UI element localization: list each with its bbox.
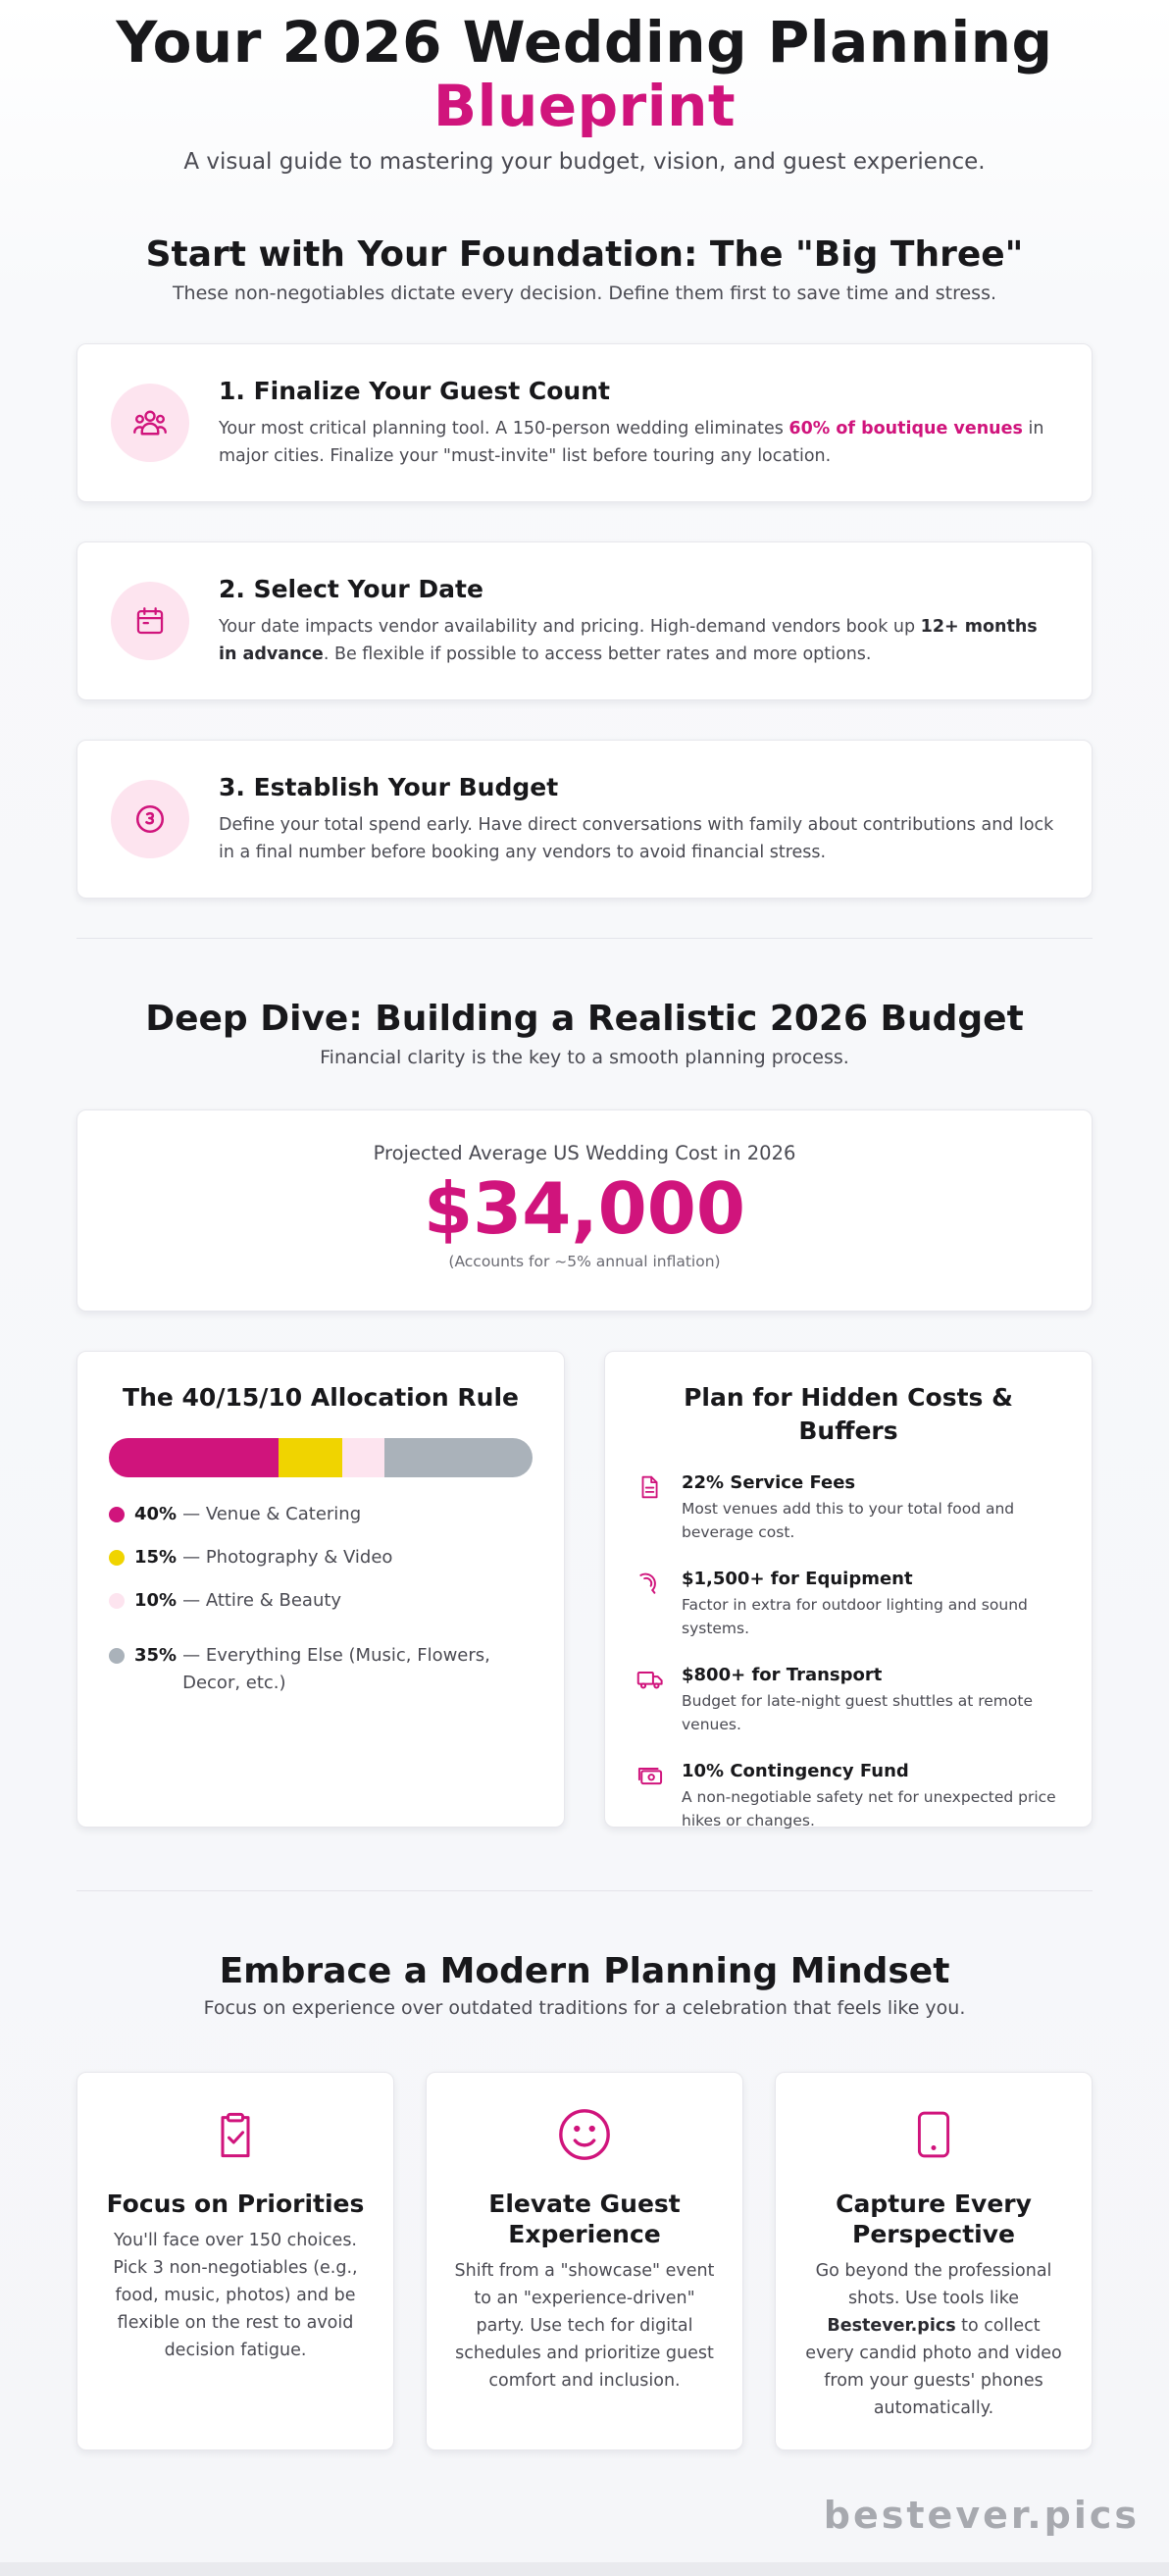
hero xyxy=(76,0,1093,175)
perspective-text: Go beyond the professional shots. Use tools like Bestever.pics to collect every candid photo and video from your guests' phones automatically. xyxy=(805,2261,1062,2418)
date-text: Your date impacts vendor availability and pricing. High-demand vendors book up 12+ months in advance. Be flexible if possible to access better rates and more options. xyxy=(219,617,1038,664)
plug-icon xyxy=(636,1570,664,1597)
coin-icon xyxy=(111,780,189,858)
legend-label: — Photography & Video xyxy=(182,1547,393,1568)
perspective-title: Capture Every Perspective xyxy=(836,2190,1032,2248)
mindset-subheading: Focus on experience over outdated traditions for a celebration that feels like you. xyxy=(203,1997,966,2019)
hidden-cost-title: 22% Service Fees xyxy=(682,1472,856,1493)
hidden-cost-item xyxy=(636,1664,1060,1736)
legend-item xyxy=(109,1587,533,1615)
page-title-accent: Blueprint xyxy=(432,73,737,139)
cost-label: Projected Average US Wedding Cost in 2026 xyxy=(373,1142,796,1164)
allocation-segment xyxy=(279,1438,342,1477)
calendar-icon xyxy=(111,582,189,660)
page-title xyxy=(76,10,1093,137)
foundation-section xyxy=(76,233,1093,899)
legend-percent: 15% xyxy=(134,1547,178,1568)
legend-dot xyxy=(109,1593,125,1609)
legend-percent: 40% xyxy=(134,1504,178,1524)
section-divider xyxy=(76,938,1093,939)
mindset-cards xyxy=(76,2072,1093,2450)
cash-icon xyxy=(636,1762,664,1789)
allocation-segment xyxy=(109,1438,279,1477)
budget-heading: Deep Dive: Building a Realistic 2026 Budget xyxy=(145,999,1024,1039)
hidden-cost-text: Most venues add this to your total food and beverage cost. xyxy=(682,1500,1015,1541)
legend-dot xyxy=(109,1648,125,1664)
allocation-segment xyxy=(342,1438,384,1477)
legend-label: — Everything Else (Music, Flowers, Decor, etc.) xyxy=(182,1645,490,1693)
hidden-cost-item xyxy=(636,1760,1060,1832)
mindset-heading: Embrace a Modern Planning Mindset xyxy=(219,1951,950,1991)
phone-icon xyxy=(801,2104,1066,2165)
hidden-costs-title: Plan for Hidden Costs & Buffers xyxy=(684,1383,1013,1445)
legend-label: — Venue & Catering xyxy=(182,1504,362,1524)
legend-dot xyxy=(109,1507,125,1522)
priorities-text: You'll face over 150 choices. Pick 3 non-negotiables (e.g., food, music, photos) and be flexible on the rest to avoid decision fatigue. xyxy=(113,2231,358,2360)
budget-text: Define your total spend early. Have direct conversations with family about contributions and lock in a final number before booking any vendors to avoid financial stress. xyxy=(219,815,1054,862)
cost-value: $34,000 xyxy=(424,1167,745,1250)
legend-dot xyxy=(109,1550,125,1566)
hidden-cost-title: $1,500+ for Equipment xyxy=(682,1569,913,1589)
clipboard-check-icon xyxy=(103,2104,368,2165)
hidden-cost-text: Factor in extra for outdoor lighting and sound systems. xyxy=(682,1596,1028,1637)
guest-count-highlight: 60% of boutique venues xyxy=(788,419,1023,438)
page-title-main: Your 2026 Wedding Planning xyxy=(116,9,1053,76)
guest-experience-text: Shift from a "showcase" event to an "experience-driven" party. Use tech for digital schedules and prioritize guest comfort and inclusion. xyxy=(454,2261,715,2391)
page-container xyxy=(76,0,1093,2450)
foundation-cards xyxy=(76,343,1093,899)
legend-label: — Attire & Beauty xyxy=(182,1590,342,1611)
allocation-legend xyxy=(109,1501,533,1697)
hidden-cost-text: A non-negotiable safety net for unexpected price hikes or changes. xyxy=(682,1788,1056,1829)
budget-section xyxy=(76,998,1093,1828)
hidden-costs-list xyxy=(636,1471,1060,1832)
date-highlight: 12+ months in advance xyxy=(219,617,1038,664)
allocation-title: The 40/15/10 Allocation Rule xyxy=(123,1383,519,1412)
guest-count-text: Your most critical planning tool. A 150-person wedding eliminates 60% of boutique venues in major cities. Finalize your "must-invite" list before touring any location. xyxy=(219,419,1044,466)
document-icon xyxy=(636,1473,664,1501)
guest-experience-card xyxy=(426,2072,743,2450)
allocation-segment xyxy=(384,1438,533,1477)
hidden-cost-title: $800+ for Transport xyxy=(682,1665,883,1685)
guest-count-title: 1. Finalize Your Guest Count xyxy=(219,377,610,405)
hidden-cost-text: Budget for late-night guest shuttles at remote venues. xyxy=(682,1692,1033,1733)
page-subtitle: A visual guide to mastering your budget, vision, and guest experience. xyxy=(183,149,986,175)
foundation-heading: Start with Your Foundation: The "Big Three" xyxy=(145,234,1024,275)
allocation-card xyxy=(76,1351,565,1828)
legend-item xyxy=(109,1501,533,1528)
mindset-section xyxy=(76,1950,1093,2450)
mindset-header xyxy=(76,1950,1093,2019)
date-title: 2. Select Your Date xyxy=(219,575,483,603)
bottom-strip xyxy=(0,2562,1169,2576)
hidden-cost-title: 10% Contingency Fund xyxy=(682,1761,909,1781)
perspective-link: Bestever.pics xyxy=(827,2316,956,2336)
legend-item xyxy=(109,1642,533,1697)
guest-count-card xyxy=(76,343,1093,502)
priorities-title: Focus on Priorities xyxy=(106,2190,365,2218)
cost-card xyxy=(76,1109,1093,1312)
budget-subheading: Financial clarity is the key to a smooth planning process. xyxy=(320,1047,849,1068)
smile-icon xyxy=(452,2104,717,2165)
hidden-cost-item xyxy=(636,1471,1060,1544)
legend-percent: 10% xyxy=(134,1590,178,1611)
budget-card xyxy=(76,740,1093,899)
legend-percent: 35% xyxy=(134,1645,178,1666)
section-divider xyxy=(76,1890,1093,1891)
legend-item xyxy=(109,1544,533,1571)
cost-note: (Accounts for ~5% annual inflation) xyxy=(448,1253,721,1270)
hidden-costs-card xyxy=(604,1351,1093,1828)
date-card xyxy=(76,541,1093,700)
foundation-subheading: These non-negotiables dictate every decision. Define them first to save time and stress. xyxy=(172,283,997,304)
watermark: bestever.pics xyxy=(823,2494,1140,2537)
truck-icon xyxy=(636,1666,664,1693)
budget-columns xyxy=(76,1351,1093,1828)
perspective-card xyxy=(775,2072,1093,2450)
allocation-bar xyxy=(109,1438,533,1477)
foundation-header xyxy=(76,233,1093,304)
budget-title: 3. Establish Your Budget xyxy=(219,773,559,801)
priorities-card xyxy=(76,2072,394,2450)
hidden-cost-item xyxy=(636,1568,1060,1640)
budget-header xyxy=(76,998,1093,1068)
users-icon xyxy=(111,384,189,462)
guest-experience-title: Elevate Guest Experience xyxy=(488,2190,681,2248)
